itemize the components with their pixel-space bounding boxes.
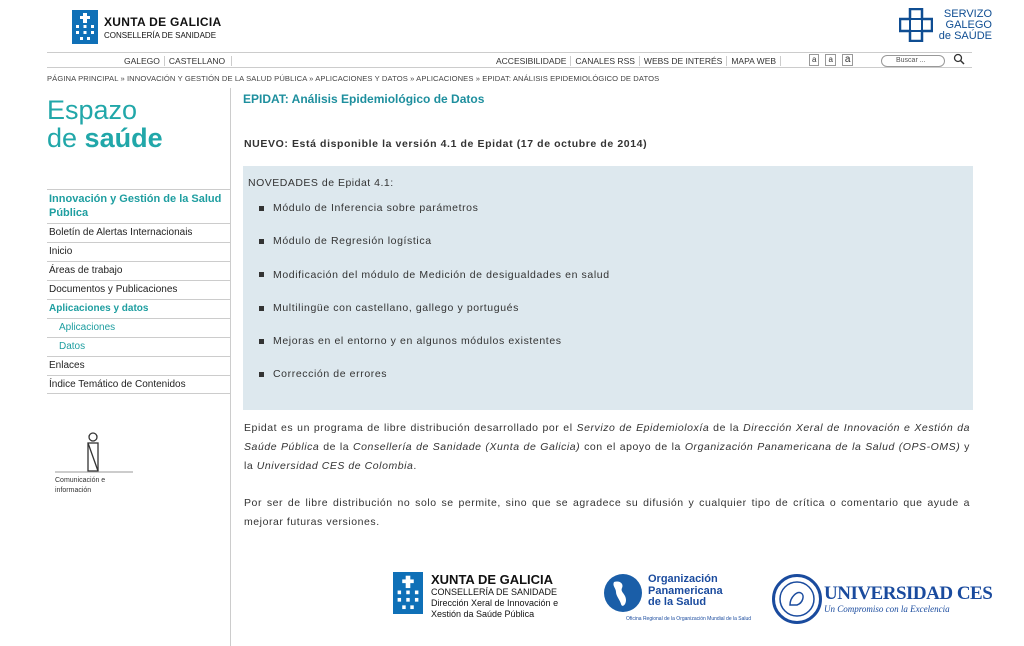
font-large-button[interactable]: a (842, 54, 854, 66)
footer-ops-logo[interactable] (604, 573, 752, 622)
xunta-logo[interactable] (72, 10, 221, 44)
p1-italic-1: Servizo de Epidemioloxía (576, 422, 710, 434)
nav-subitem-aplicaciones[interactable]: Aplicaciones (47, 318, 231, 337)
nav-item-boletin[interactable]: Boletín de Alertas Internacionais (47, 223, 231, 242)
nav-item-documentos[interactable]: Documentos y Publicaciones (47, 280, 231, 299)
ops-globe-icon (604, 574, 642, 612)
p1-italic-5: Universidad CES de Colombia (256, 460, 414, 472)
footer-xunta-line1: CONSELLERÍA DE SANIDADE (431, 587, 558, 597)
p1-text-5: y la (244, 441, 970, 472)
list-item: Módulo de Regresión logística (259, 235, 610, 268)
breadcrumb[interactable]: PÁGINA PRINCIPAL » INNOVACIÓN Y GESTIÓN DE LA SALUD PÚBLICA » APLICACIONES Y DATOS » APLICACIONES » EPIDAT: ANÁLISIS EPIDEMIOLÓGICO DE DATOS (47, 74, 660, 83)
list-item: Multilingüe con castellano, gallego y portugués (259, 302, 610, 335)
footer-ces-logo[interactable] (772, 574, 992, 624)
font-medium-button[interactable]: a (825, 54, 835, 66)
sergas-line1: SERVIZO (943, 7, 992, 20)
xunta-subtitle: CONSELLERÍA DE SANIDADE (104, 30, 217, 40)
top-bar (47, 52, 972, 68)
list-item: Módulo de Inferencia sobre parámetros (259, 202, 610, 235)
nav-section-title[interactable]: Innovación y Gestión de la Salud Pública (47, 189, 231, 223)
p1-text-6: . (413, 460, 417, 472)
p1-text-1: Epidat es un programa de libre distribución desarrollado por el (244, 422, 577, 434)
footer-xunta-logo[interactable] (393, 572, 558, 620)
webs-interes-link[interactable]: WEBS DE INTERÉS (640, 56, 727, 66)
nav-item-indice[interactable]: Índice Temático de Contenidos (47, 375, 231, 394)
footer-xunta-title: XUNTA DE GALICIA (431, 572, 554, 587)
utility-links (492, 56, 781, 66)
font-small-button[interactable]: a (809, 54, 819, 66)
p1-italic-2: Dirección Xeral de Innovación e Xestión da Saúde Pública (244, 422, 970, 453)
rss-link[interactable]: CANALES RSS (571, 56, 640, 66)
nav-item-enlaces[interactable]: Enlaces (47, 356, 231, 375)
espazo-saude-brand[interactable] (47, 96, 230, 152)
ops-small-text: Oficina Regional de la Organización Mundial de la Salud (626, 616, 752, 622)
sergas-line3: de SAÚDE (938, 29, 992, 42)
font-size-controls (809, 54, 853, 66)
footer-xunta-line3: Xestión da Saúde Pública (431, 609, 535, 619)
mapa-web-link[interactable]: MAPA WEB (727, 56, 781, 66)
footer-xunta-shield-icon (393, 572, 423, 614)
sergas-logo[interactable] (899, 8, 992, 42)
ces-motto: Un Compromiso con la Excelencia (824, 604, 950, 614)
side-nav (47, 189, 231, 394)
ops-line3: de la Salud (648, 596, 707, 608)
lang-castellano-link[interactable]: CASTELLANO (165, 56, 232, 66)
list-item: Modificación del módulo de Medición de desigualdades en salud (259, 269, 610, 302)
p1-italic-4: Organización Panamericana de la Salud (OPS-OMS) (684, 441, 961, 453)
sergas-line2: GALEGO (945, 18, 992, 31)
novedades-box (243, 166, 973, 410)
search-input[interactable]: Buscar ... (881, 55, 945, 67)
xunta-title: XUNTA DE GALICIA (104, 14, 222, 29)
distribution-paragraph: Por ser de libre distribución no solo se permite, sino que se agradece su difusión y cualquier tipo de crítica o comentario que ayude a mejorar futuras versiones. (244, 497, 970, 528)
main-content (243, 92, 973, 528)
ces-title: UNIVERSIDAD CES (824, 583, 993, 604)
sidebar (47, 88, 231, 646)
search-icon[interactable] (953, 53, 965, 68)
comunicacion-label: Comunicación e información (55, 477, 106, 494)
p1-text-2: de la (709, 422, 744, 434)
ops-line1: Organización (648, 573, 718, 585)
novedades-list (259, 202, 610, 402)
language-selector (120, 56, 232, 66)
brand-line2-pre: de (47, 123, 85, 153)
comunicacion-block[interactable] (55, 431, 135, 496)
comunicacion-icon (55, 431, 133, 473)
list-item: Mejoras en el entorno y en algunos módulos existentes (259, 335, 610, 368)
nav-item-inicio[interactable]: Inicio (47, 242, 231, 261)
list-item: Corrección de errores (259, 368, 610, 401)
page-title: EPIDAT: Análisis Epidemiológico de Datos (243, 92, 485, 106)
ops-line2: Panamericana (648, 584, 723, 597)
description-paragraph (244, 419, 970, 476)
nav-item-areas[interactable]: Áreas de trabajo (47, 261, 231, 280)
accesibilidade-link[interactable]: ACCESIBILIDADE (492, 56, 571, 66)
p1-text-4: con el apoyo de la (580, 441, 685, 453)
brand-line2-bold: saúde (84, 123, 163, 153)
p1-italic-3: Consellería de Sanidade (Xunta de Galicia) (353, 441, 581, 453)
p1-text-3: de la (319, 441, 354, 453)
brand-line1: Espazo (47, 95, 138, 125)
footer-xunta-line2: Dirección Xeral de Innovación e (431, 598, 559, 608)
nav-subitem-datos[interactable]: Datos (47, 337, 231, 356)
sergas-cross-icon (899, 8, 933, 42)
novedades-title: NOVEDADES de Epidat 4.1: (248, 177, 394, 189)
ces-seal-icon (772, 574, 822, 624)
nuevo-announcement: NUEVO: Está disponible la versión 4.1 de Epidat (17 de octubre de 2014) (244, 138, 648, 150)
nav-item-aplicaciones-datos[interactable]: Aplicaciones y datos (47, 299, 231, 318)
lang-galego-link[interactable]: GALEGO (120, 56, 165, 66)
xunta-shield-icon (72, 10, 98, 44)
